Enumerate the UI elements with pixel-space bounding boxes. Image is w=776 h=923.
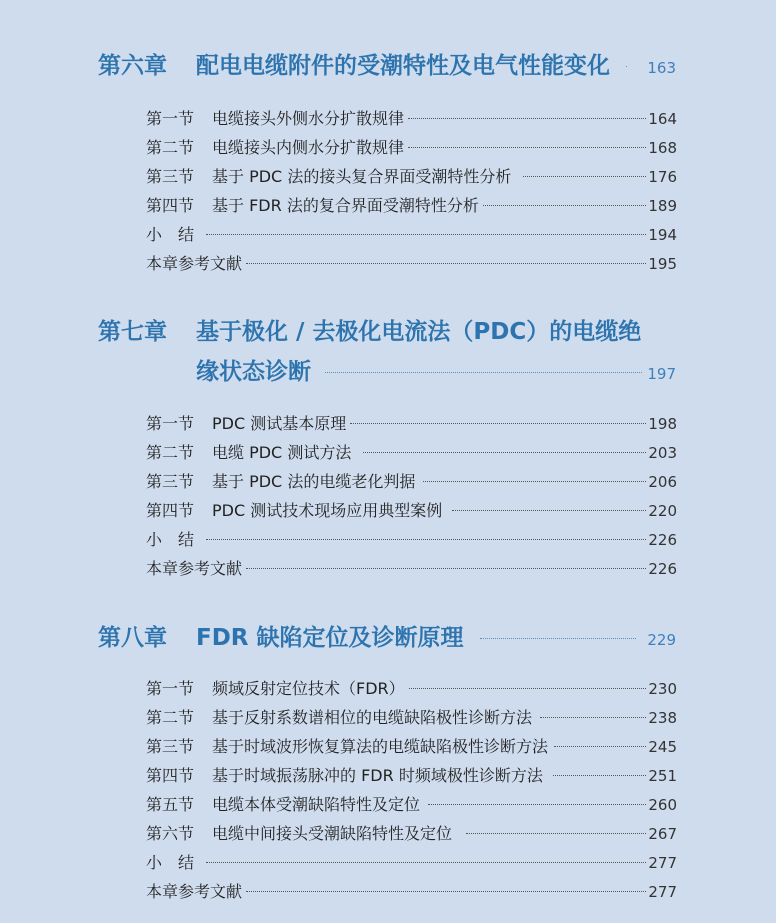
chapter-label: 第七章: [98, 319, 167, 345]
chapter-page: 229: [647, 631, 676, 649]
leader-dots: [206, 862, 646, 863]
leader-dots: [408, 147, 646, 148]
section-title: 电缆接头内侧水分扩散规律: [212, 138, 405, 157]
chapter-page: 197: [647, 365, 676, 383]
leader-dots: [246, 891, 646, 892]
section-page: 195: [648, 255, 677, 273]
leader-dots: [350, 423, 646, 424]
leader-dots: [540, 717, 646, 718]
section-page: 203: [648, 444, 677, 462]
section-label: 小 结: [146, 225, 195, 244]
section-label: 本章参考文献: [146, 559, 243, 578]
toc-entry[interactable]: [146, 440, 677, 464]
chapter-title-text-2: 缘状态诊断: [196, 359, 311, 385]
section-page: 267: [648, 825, 677, 843]
chapter-title: [0, 618, 776, 658]
section-title: PDC 测试基本原理: [212, 414, 347, 433]
leader-dots: [206, 234, 646, 235]
section-label: 第五节: [146, 795, 195, 814]
section-label: 第二节: [146, 138, 195, 157]
section-label: 本章参考文献: [146, 254, 243, 273]
section-page: 230: [648, 680, 677, 698]
toc-entry[interactable]: [146, 821, 677, 845]
leader-dots: [325, 372, 642, 373]
leader-dots: [409, 688, 647, 689]
section-page: 251: [648, 767, 677, 785]
leader-dots: [428, 804, 646, 805]
leader-dots: [452, 510, 646, 511]
leader-dots: [480, 638, 636, 639]
section-title: 电缆中间接头受潮缺陷特性及定位: [212, 824, 453, 843]
chapter-title-line2: [0, 352, 776, 392]
section-page: 245: [648, 738, 677, 756]
section-title: 电缆接头外侧水分扩散规律: [212, 109, 405, 128]
section-page: 206: [648, 473, 677, 491]
chapter-title: [0, 312, 776, 352]
section-label: 第一节: [146, 414, 195, 433]
toc-entry[interactable]: [146, 792, 677, 816]
section-page: 277: [648, 883, 677, 901]
toc-entry[interactable]: [146, 734, 677, 758]
toc-entry[interactable]: [146, 469, 677, 493]
section-label: 小 结: [146, 530, 195, 549]
section-label: 第六节: [146, 824, 195, 843]
toc-entry[interactable]: [146, 164, 677, 188]
section-page: 198: [648, 415, 677, 433]
section-page: 194: [648, 226, 677, 244]
section-page: 164: [648, 110, 677, 128]
section-label: 第三节: [146, 167, 195, 186]
chapter-label: 第六章: [98, 53, 167, 79]
section-label: 第三节: [146, 472, 195, 491]
chapter-8: [0, 618, 776, 658]
leader-dots: [626, 66, 627, 67]
section-title: 基于 PDC 法的电缆老化判据: [212, 472, 416, 491]
toc-entry[interactable]: [146, 676, 677, 700]
section-label: 第四节: [146, 501, 195, 520]
section-label: 第四节: [146, 196, 195, 215]
toc-entry[interactable]: [146, 135, 677, 159]
section-label: 小 结: [146, 853, 195, 872]
section-page: 168: [648, 139, 677, 157]
section-title: 基于反射系数谱相位的电缆缺陷极性诊断方法: [212, 708, 533, 727]
section-page: 226: [648, 531, 677, 549]
section-label: 第四节: [146, 766, 195, 785]
section-label: 第二节: [146, 443, 195, 462]
toc-entry[interactable]: [146, 705, 677, 729]
section-title: 电缆 PDC 测试方法: [212, 443, 352, 462]
section-title: PDC 测试技术现场应用典型案例: [212, 501, 443, 520]
leader-dots: [246, 263, 646, 264]
section-title: 电缆本体受潮缺陷特性及定位: [212, 795, 421, 814]
section-label: 本章参考文献: [146, 882, 243, 901]
section-label: 第一节: [146, 109, 195, 128]
section-page: 260: [648, 796, 677, 814]
leader-dots: [246, 568, 646, 569]
section-page: 238: [648, 709, 677, 727]
section-page: 189: [648, 197, 677, 215]
toc-entry[interactable]: [146, 193, 677, 217]
toc-entry[interactable]: [146, 222, 677, 246]
leader-dots: [408, 118, 646, 119]
toc-entry[interactable]: [146, 251, 677, 275]
section-page: 220: [648, 502, 677, 520]
toc-entry[interactable]: [146, 106, 677, 130]
section-page: 277: [648, 854, 677, 872]
leader-dots: [423, 481, 646, 482]
section-title: 基于 PDC 法的接头复合界面受潮特性分析: [212, 167, 512, 186]
toc-entry[interactable]: [146, 498, 677, 522]
leader-dots: [553, 775, 647, 776]
chapter-title-text: 基于极化 / 去极化电流法（PDC）的电缆绝: [196, 319, 642, 345]
toc-entry[interactable]: [146, 527, 677, 551]
section-page: 176: [648, 168, 677, 186]
section-page: 226: [648, 560, 677, 578]
toc-entry[interactable]: [146, 556, 677, 580]
chapter-page: 163: [647, 59, 676, 77]
toc-entry[interactable]: [146, 763, 677, 787]
section-title: 基于 FDR 法的复合界面受潮特性分析: [212, 196, 479, 215]
leader-dots: [554, 746, 646, 747]
chapter-6: [0, 46, 776, 86]
chapter-title-text: FDR 缺陷定位及诊断原理: [196, 625, 464, 651]
chapter-7: [0, 312, 776, 392]
section-label: 第二节: [146, 708, 195, 727]
toc-entry[interactable]: [146, 411, 677, 435]
section-title: 基于时域振荡脉冲的 FDR 时频域极性诊断方法: [212, 766, 543, 785]
section-title: 基于时域波形恢复算法的电缆缺陷极性诊断方法: [212, 737, 549, 756]
leader-dots: [523, 176, 646, 177]
chapter-title: [0, 46, 776, 86]
section-label: 第一节: [146, 679, 195, 698]
toc-entry[interactable]: [146, 879, 677, 903]
chapter-label: 第八章: [98, 625, 167, 651]
leader-dots: [466, 833, 646, 834]
leader-dots: [206, 539, 646, 540]
leader-dots: [483, 205, 647, 206]
leader-dots: [363, 452, 646, 453]
section-label: 第三节: [146, 737, 195, 756]
section-title: 频域反射定位技术（FDR）: [212, 679, 405, 698]
toc-entry[interactable]: [146, 850, 677, 874]
chapter-title-text: 配电电缆附件的受潮特性及电气性能变化: [196, 53, 610, 79]
